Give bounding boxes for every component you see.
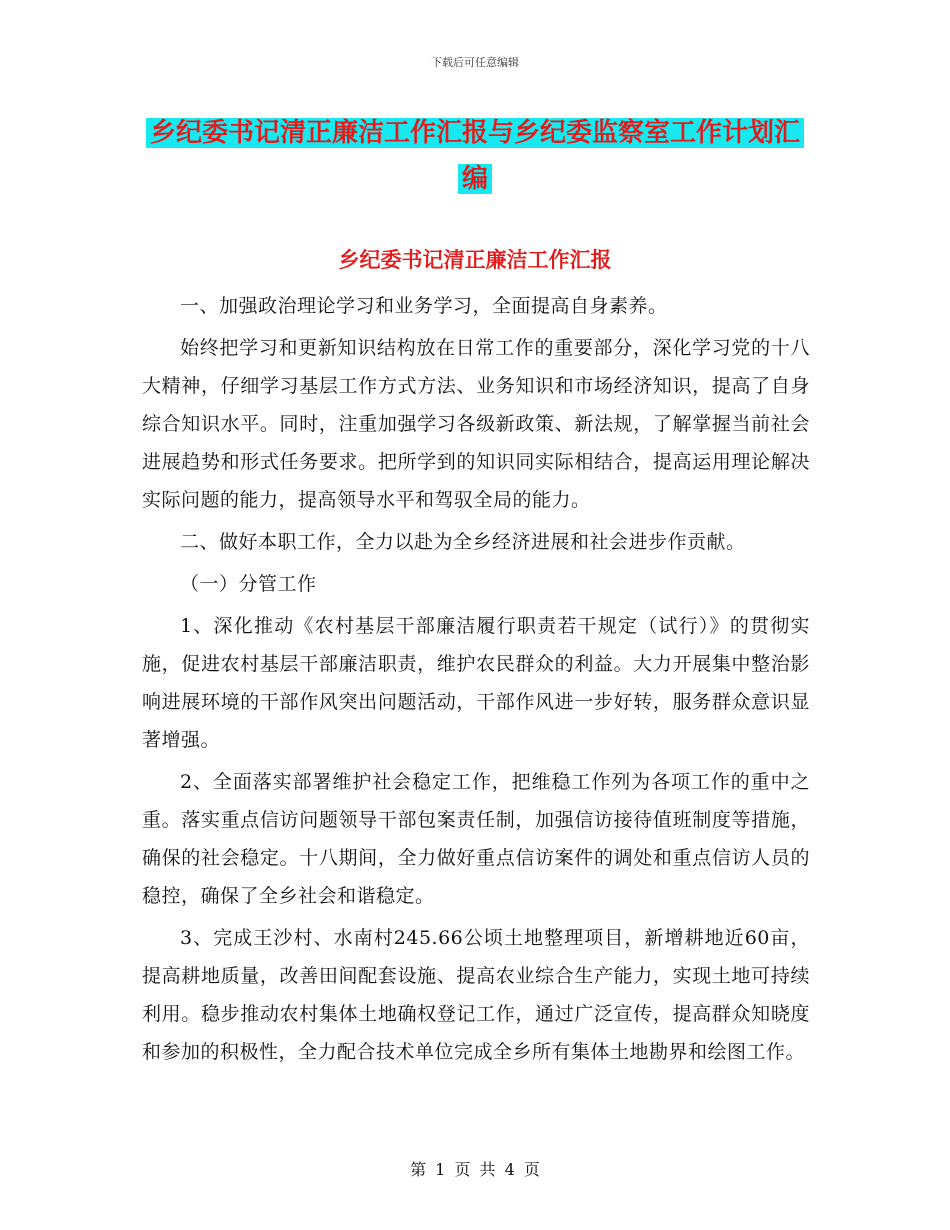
page-footer: 第 1 页 共 4 页 bbox=[410, 1160, 540, 1179]
header-note: 下载后可任意编辑 bbox=[431, 56, 519, 69]
document-title bbox=[140, 110, 810, 202]
paragraph-7: 3、完成王沙村、水南村245.66公顷土地整理项目，新增耕地近60亩，提高耕地质量，改善田间配套设施、提高农业综合生产能力，实现土地可持续利用。稳步推动农村集体土地确权登记工作，通过广泛宣传，提高群众知晓度和参加的积极性，全力配合技术单位完成全乡所有集体土地勘界和绘图工作。 bbox=[142, 927, 810, 1063]
paragraph-2: 始终把学习和更新知识结构放在日常工作的重要部分，深化学习党的十八大精神，仔细学习基层工作方式方法、业务知识和市场经济知识，提高了自身综合知识水平。同时，注重加强学习各级新政策、新法规，了解掌握当前社会进展趋势和形式任务要求。把所学到的知识同实际相结合，提高运用理论解决实际问题的能力，提高领导水平和驾驭全局的能力。 bbox=[142, 337, 810, 511]
document-title-text: 乡纪委书记清正廉洁工作汇报与乡纪委监察室工作计划汇编 bbox=[146, 118, 804, 194]
paragraph-4: （一）分管工作 bbox=[180, 573, 317, 595]
document-body bbox=[142, 287, 810, 1071]
section-title: 乡纪委书记清正廉洁工作汇报 bbox=[338, 248, 612, 272]
paragraph-6: 2、全面落实部署维护社会稳定工作，把维稳工作列为各项工作的重中之重。落实重点信访问题领导干部包案责任制，加强信访接待值班制度等措施，确保的社会稳定。十八期间，全力做好重点信访案件的调处和重点信访人员的稳控，确保了全乡社会和谐稳定。 bbox=[142, 771, 810, 907]
paragraph-5: 1、深化推动《农村基层干部廉洁履行职责若干规定（试行）》的贯彻实施，促进农村基层干部廉洁职责，维护农民群众的利益。大力开展集中整治影响进展环境的干部作风突出问题活动，干部作风进一步好转，服务群众意识显著增强。 bbox=[142, 615, 810, 751]
paragraph-1: 一、加强政治理论学习和业务学习，全面提高自身素养。 bbox=[180, 295, 668, 317]
paragraph-3: 二、做好本职工作，全力以赴为全乡经济进展和社会进步作贡献。 bbox=[180, 531, 746, 553]
